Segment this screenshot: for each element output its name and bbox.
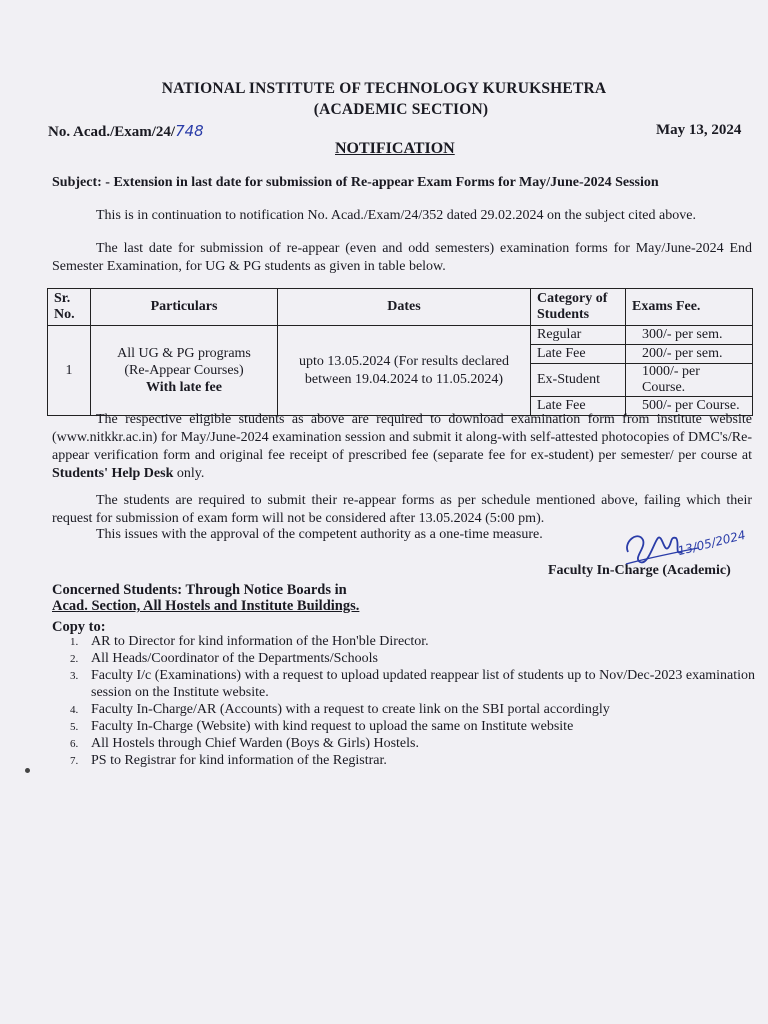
download-instructions-text: The respective eligible students as above are required to download examination form from institute website (www.nitkkr.ac.in) for May/June-2024 examination session and submit it along-with self-attested photocopies of DMC's/Re-appear verification form and original fee receipt of prescribed fee (separate fee for ex-student) per semester/ per course at bbox=[52, 412, 752, 463]
paragraph-last-date: The last date for submission of re-appear (even and odd semesters) examination forms for May/June-2024 End Semester Examination, for UG & PG students as given in table below. bbox=[52, 241, 752, 274]
copy-to-label: Copy to: bbox=[52, 619, 106, 635]
list-item-number: 6. bbox=[70, 738, 79, 750]
institute-name: NATIONAL INSTITUTE OF TECHNOLOGY KURUKSHETRA bbox=[161, 80, 607, 97]
table-header-row bbox=[48, 289, 753, 326]
table-cell-fee: 300/- per sem. bbox=[626, 326, 753, 345]
table-cell-particulars bbox=[91, 326, 278, 416]
list-item bbox=[70, 633, 767, 650]
table-header-dates: Dates bbox=[278, 289, 531, 326]
list-item-text: Faculty In-Charge (Website) with kind request to upload the same on Institute website bbox=[91, 719, 574, 734]
particulars-line-1: All UG & PG programs bbox=[117, 346, 251, 361]
particulars-line-2: (Re-Appear Courses) bbox=[124, 363, 244, 378]
scan-speck bbox=[25, 768, 30, 773]
paragraph-continuation: This is in continuation to notification No. Acad./Exam/24/352 dated 29.02.2024 on the subject cited above. bbox=[96, 208, 696, 223]
table-cell-category: Ex-Student bbox=[531, 364, 626, 397]
table-cell-category: Late Fee bbox=[531, 345, 626, 364]
list-item-number: 4. bbox=[70, 704, 79, 716]
list-item-number: 7. bbox=[70, 755, 79, 767]
subject-line bbox=[52, 175, 659, 191]
table-header-fee: Exams Fee. bbox=[626, 289, 753, 326]
concerned-students-line-1: Concerned Students: Through Notice Boards in bbox=[52, 582, 347, 598]
subject-text: Extension in last date for submission of Re-appear Exam Forms for May/June-2024 Session bbox=[113, 175, 659, 190]
copy-to-list bbox=[70, 633, 767, 769]
table-header-sr: Sr. No. bbox=[48, 289, 91, 326]
help-desk-label: Students' Help Desk bbox=[52, 466, 174, 481]
table-cell-fee: 200/- per sem. bbox=[626, 345, 753, 364]
table-cell-fee: 500/- per Course. bbox=[626, 397, 753, 416]
list-item-text: All Heads/Coordinator of the Departments/Schools bbox=[91, 651, 378, 666]
list-item-number: 1. bbox=[70, 636, 79, 648]
subject-label: Subject: - bbox=[52, 175, 110, 190]
dates-line-2: between 19.04.2024 to 11.05.2024) bbox=[304, 371, 504, 387]
concerned-students-line-2: Acad. Section, All Hostels and Institute Buildings. bbox=[52, 598, 360, 614]
table-cell-sr: 1 bbox=[48, 326, 91, 416]
list-item-number: 5. bbox=[70, 721, 79, 733]
reference-number-text: No. Acad./Exam/24/ bbox=[48, 124, 176, 140]
list-item bbox=[70, 667, 767, 701]
particulars-line-3: With late fee bbox=[146, 380, 222, 395]
list-item bbox=[70, 752, 767, 769]
list-item-text: Faculty I/c (Examinations) with a request to upload updated reappear list of students up to Nov/Dec-2023 examination session on the Institute website. bbox=[91, 668, 756, 700]
reference-number-handwritten: 748 bbox=[175, 122, 204, 140]
notification-title: NOTIFICATION bbox=[335, 140, 455, 157]
paragraph-schedule: The students are required to submit their re-appear forms as per schedule mentioned above, failing which their request for submission of exam form will not be considered after 13.05.2024 (5:00 pm). bbox=[52, 493, 752, 526]
list-item bbox=[70, 701, 767, 718]
table-cell-fee: 1000/- per Course. bbox=[626, 364, 753, 397]
section-name: (ACADEMIC SECTION) bbox=[313, 101, 489, 118]
table-header-particulars: Particulars bbox=[91, 289, 278, 326]
fee-table bbox=[47, 288, 753, 416]
table-row bbox=[48, 326, 753, 345]
list-item-number: 2. bbox=[70, 653, 79, 665]
list-item-text: AR to Director for kind information of the Hon'ble Director. bbox=[91, 634, 429, 649]
list-item bbox=[70, 718, 767, 735]
notice-date: May 13, 2024 bbox=[656, 122, 742, 138]
list-item-text: All Hostels through Chief Warden (Boys & Girls) Hostels. bbox=[91, 736, 419, 751]
list-item bbox=[70, 650, 767, 667]
list-item-text: Faculty In-Charge/AR (Accounts) with a request to create link on the SBI portal accordingly bbox=[91, 702, 610, 717]
download-instructions-end: only. bbox=[173, 466, 205, 481]
table-header-category: Category of Students bbox=[531, 289, 626, 326]
paragraph-download-instructions bbox=[52, 411, 752, 483]
dates-line-1: upto 13.05.2024 (For results declared bbox=[299, 353, 509, 369]
signatory-designation: Faculty In-Charge (Academic) bbox=[548, 563, 731, 578]
signature-date-handwritten: 13/05/2024 bbox=[676, 527, 747, 559]
table-cell-dates bbox=[278, 326, 531, 416]
table-cell-category: Regular bbox=[531, 326, 626, 345]
list-item bbox=[70, 735, 767, 752]
table-cell-category: Late Fee bbox=[531, 397, 626, 416]
list-item-text: PS to Registrar for kind information of the Registrar. bbox=[91, 753, 387, 768]
list-item-number: 3. bbox=[70, 670, 79, 682]
paragraph-approval: This issues with the approval of the competent authority as a one-time measure. bbox=[96, 527, 543, 542]
reference-number bbox=[48, 122, 204, 141]
